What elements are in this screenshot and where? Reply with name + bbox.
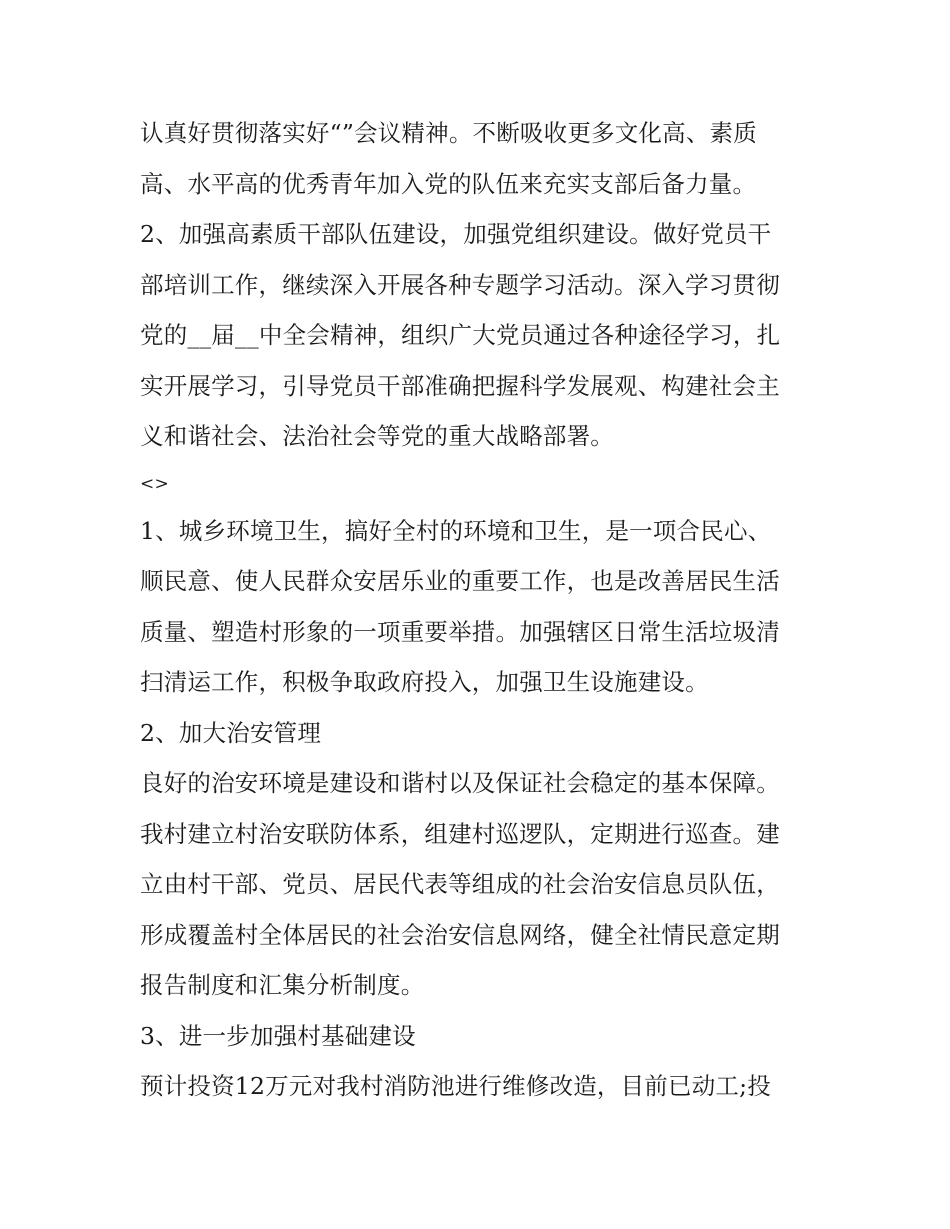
text-line: 顺民意、使人民群众安居乐业的重要工作，也是改善居民生活 <box>140 567 780 595</box>
section-marker: <> <box>140 473 169 494</box>
section-heading: 2、加大治安管理 <box>140 718 322 747</box>
text-line: 高、水平高的优秀青年加入党的队伍来充实支部后备力量。 <box>140 169 757 198</box>
text-line: 扫清运工作，积极争取政府投入，加强卫生设施建设。 <box>140 668 709 696</box>
text-line: 形成覆盖村全体居民的社会治安信息网络，健全社情民意定期 <box>140 920 780 949</box>
text-line: 质量、塑造村形象的一项重要举措。加强辖区日常生活垃圾清 <box>140 617 780 646</box>
text-line: 立由村干部、党员、居民代表等组成的社会治安信息员队伍， <box>140 870 780 898</box>
section-heading: 3、进一步加强村基础建设 <box>140 1021 416 1050</box>
text-line: 义和谐社会、法治社会等党的重大战略部署。 <box>140 422 614 450</box>
text-line: 我村建立村治安联防体系，组建村巡逻队，定期进行巡查。建 <box>140 819 780 848</box>
text-line: 部培训工作，继续深入开展各种专题学习活动。深入学习贯彻 <box>140 270 780 299</box>
text-line: 良好的治安环境是建设和谐村以及保证社会稳定的基本保障。 <box>140 769 780 797</box>
text-line: 认真好贯彻落实好“”会议精神。不断吸收更多文化高、素质 <box>140 119 757 147</box>
text-line: 党的__届__中全会精神，组织广大党员通过各种途径学习，扎 <box>140 321 781 349</box>
document-page <box>140 108 820 1112</box>
text-line: 预计投资12万元对我村消防池进行维修改造，目前已动工;投 <box>140 1072 771 1100</box>
text-line: 2、加强高素质干部队伍建设，加强党组织建设。做好党员干 <box>140 220 772 248</box>
text-line: 1、城乡环境卫生，搞好全村的环境和卫生，是一项合民心、 <box>140 516 772 545</box>
text-line: 实开展学习，引导党员干部准确把握科学发展观、构建社会主 <box>140 371 780 400</box>
text-line: 报告制度和汇集分析制度。 <box>140 971 425 999</box>
